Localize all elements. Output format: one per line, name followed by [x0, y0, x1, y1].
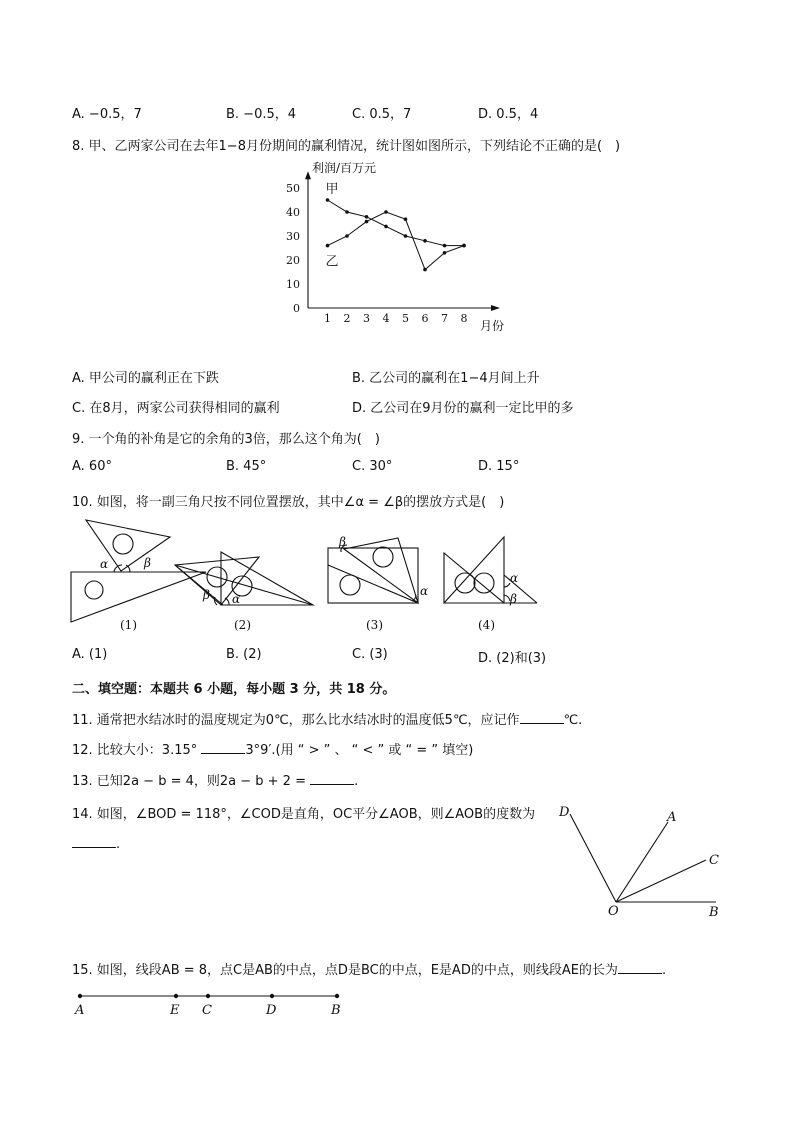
q15-segment-figure: [70, 985, 360, 1020]
q14-answer-line: [72, 835, 120, 852]
section-2-title: 二、填空题：本题共 6 小题，每小题 3 分，共 18 分。: [72, 682, 396, 697]
x-tick-label-4: 4: [382, 312, 390, 325]
q11: [72, 709, 582, 728]
x-tick-label-7: 7: [441, 312, 448, 325]
q8-option-c: C. 在8月，两家公司获得相同的赢利: [72, 401, 280, 416]
q13-text: 13. 已知2a − b = 4，则2a − b + 2 =: [72, 774, 306, 789]
series-0-point-7: [443, 244, 447, 248]
q12-text: 12. 比较大小：3.15°: [72, 743, 198, 758]
q10-set-squares-figure: [66, 515, 546, 645]
y-tick-label-50: 50: [286, 182, 300, 195]
series-line-1: [325, 212, 465, 270]
q8-stem: 8. 甲、乙两家公司在去年1−8月份期间的赢利情况，统计图如图所示，下列结论不正确的是( ): [72, 139, 621, 154]
fig3-beta: β: [339, 535, 346, 549]
q15-label-a: A: [75, 1003, 85, 1018]
series-1-point-3: [365, 220, 369, 224]
q15-label-c: C: [202, 1003, 212, 1018]
fig1-alpha: α: [100, 557, 109, 571]
series-1-point-6: [423, 268, 427, 272]
series-1-point-5: [404, 217, 408, 221]
q13: [72, 770, 358, 789]
q10-option-d: D. (2)和(3): [478, 651, 547, 666]
x-axis-arrow: [491, 305, 500, 311]
fig-label-4: (4): [478, 618, 495, 632]
q10-option-c: C. (3): [352, 647, 388, 662]
q10-figure-2: [175, 552, 313, 605]
q14-after: .: [116, 837, 121, 852]
fig1-beta: β: [144, 556, 151, 570]
series-0-point-6: [423, 239, 427, 243]
q10-option-a: A. (1): [72, 647, 108, 662]
q9-option-a: A. 60°: [72, 459, 112, 474]
q15-after: .: [661, 963, 667, 978]
fig2-alpha: α: [232, 592, 241, 606]
q14-label-b: B: [709, 905, 719, 920]
q15: [72, 959, 666, 978]
q15-blank[interactable]: [618, 961, 662, 974]
q9-option-c: C. 30°: [352, 459, 393, 474]
fig3-alpha: α: [420, 584, 429, 598]
q8-line-chart: [280, 158, 520, 333]
series-0-point-2: [345, 210, 349, 214]
x-axis-title: 月份: [480, 319, 505, 333]
series-line-0: [328, 200, 465, 246]
q15-label-d: D: [266, 1003, 277, 1018]
q8-option-a: A. 甲公司的赢利正在下跌: [72, 371, 219, 386]
q9-option-b: B. 45°: [226, 459, 267, 474]
x-tick-label-5: 5: [402, 312, 409, 325]
q9-stem: 9. 一个角的补角是它的余角的3倍，那么这个角为( ): [72, 432, 380, 447]
y-axis-title: 利润/百万元: [312, 161, 377, 175]
series-1-point-2: [345, 234, 349, 238]
series-1-point-1: [326, 244, 330, 248]
q11-text: 11. 通常把水结冰时的温度规定为0℃，那么比水结冰时的温度低5℃，应记作: [72, 713, 520, 728]
q13-after: .: [354, 774, 359, 789]
series-1-point-8: [462, 244, 466, 248]
series-1-point-4: [384, 210, 388, 214]
fig-label-1: (1): [120, 618, 137, 632]
fig4-alpha: α: [510, 571, 519, 585]
x-tick-label-1: 1: [324, 312, 331, 325]
q14-blank[interactable]: [72, 835, 116, 848]
y-tick-label-30: 30: [286, 230, 300, 243]
x-tick-label-8: 8: [460, 312, 468, 325]
q10-option-b: B. (2): [226, 647, 262, 662]
q11-blank[interactable]: [520, 711, 564, 724]
q12: [72, 739, 473, 758]
series-1-point-7: [443, 251, 447, 255]
y-tick-label-10: 10: [286, 278, 300, 291]
q14-label-o: O: [608, 904, 619, 919]
q10-stem: 10. 如图，将一副三角尺按不同位置摆放，其中∠α = ∠β的摆放方式是( ): [72, 495, 505, 510]
q15-label-e: E: [170, 1003, 180, 1018]
q7-option-c: C. 0.5，7: [352, 107, 412, 122]
x-tick-label-3: 3: [363, 312, 370, 325]
q14-label-c: C: [709, 853, 719, 868]
q8-option-d: D. 乙公司在9月份的赢利一定比甲的多: [352, 401, 574, 416]
fig4-beta: β: [510, 592, 517, 606]
q7-option-d: D. 0.5，4: [478, 107, 539, 122]
q14-angle-figure: [550, 800, 740, 925]
q15-text: 15. 如图，线段AB = 8，点C是AB的中点，点D是BC的中点，E是AD的中点，则线段AE的长为: [72, 963, 618, 978]
series-0-point-5: [404, 234, 408, 238]
q10-figure-4: [444, 537, 537, 603]
series-label-1: 乙: [325, 254, 339, 270]
q13-blank[interactable]: [310, 772, 354, 785]
q14-label-a: A: [667, 810, 677, 825]
series-label-0: 甲: [325, 182, 339, 197]
q10-figure-1: [71, 520, 206, 622]
y-axis-arrow: [305, 171, 311, 179]
q15-label-b: B: [331, 1003, 341, 1018]
y-tick-label-40: 40: [286, 206, 300, 219]
fig-label-2: (2): [234, 618, 251, 632]
q12-after: 3°9′.(用 “ > ” 、 “ < ” 或 “ = ” 填空): [245, 743, 474, 758]
series-0-point-4: [384, 225, 388, 229]
y-tick-label-0: 0: [293, 302, 300, 315]
y-tick-label-20: 20: [286, 254, 300, 267]
x-tick-label-2: 2: [343, 312, 351, 325]
q14-label-d: D: [559, 805, 570, 820]
q14-stem: 14. 如图，∠BOD = 118°，∠COD是直角，OC平分∠AOB，则∠AOB的度数为: [72, 807, 536, 822]
x-tick-label-6: 6: [421, 312, 429, 325]
fig2-beta: β: [203, 588, 210, 602]
series-0-point-3: [365, 215, 369, 219]
series-0-point-1: [326, 198, 330, 202]
q7-option-b: B. −0.5，4: [226, 107, 297, 122]
q7-option-a: A. −0.5，7: [72, 107, 142, 122]
q8-option-b: B. 乙公司的赢利在1−4月间上升: [352, 371, 540, 386]
q11-after: ℃.: [563, 713, 583, 728]
q9-option-d: D. 15°: [478, 459, 520, 474]
q12-blank[interactable]: [201, 741, 245, 754]
fig-label-3: (3): [366, 618, 383, 632]
